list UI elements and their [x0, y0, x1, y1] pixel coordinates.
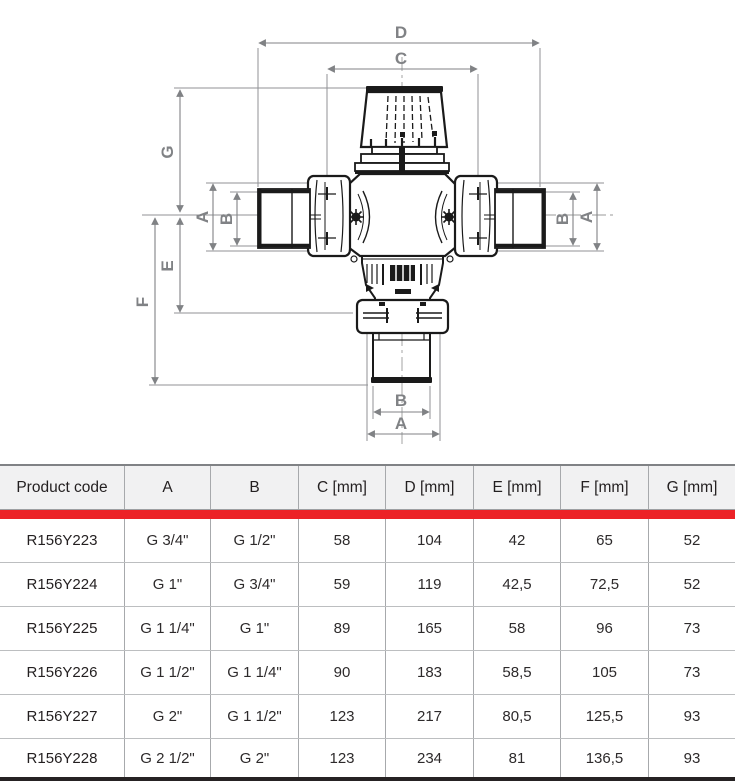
cell-g: 52 [648, 563, 735, 606]
cell-b: G 1" [210, 607, 298, 650]
cell-e: 81 [473, 739, 560, 777]
col-header-e-mm: E [mm] [473, 466, 560, 509]
table-row [0, 607, 735, 651]
cell-c: 123 [298, 695, 385, 738]
cell-b: G 3/4" [210, 563, 298, 606]
dim-label-b-right: B [553, 212, 572, 226]
cell-a: G 2" [124, 695, 210, 738]
product-code: R156Y228 [26, 749, 98, 767]
dim-label-c: C [394, 49, 408, 68]
cell-f: 96 [560, 607, 648, 650]
left-union-nut [308, 176, 350, 256]
cell-f: 72,5 [560, 563, 648, 606]
valve-outline [258, 86, 545, 383]
table-row [0, 563, 735, 607]
dim-label-e: E [158, 260, 177, 272]
cell-a: G 1" [124, 563, 210, 606]
cell-d: 119 [385, 563, 473, 606]
cell-g: 52 [648, 519, 735, 562]
right-pipe-connection [495, 189, 545, 248]
valve-body [348, 174, 457, 256]
product-code: R156Y224 [26, 576, 98, 593]
dim-label-a-bottom: A [394, 414, 408, 433]
cell-f: 125,5 [560, 695, 648, 738]
product-code: R156Y226 [26, 664, 98, 681]
cell-g: 93 [648, 739, 735, 777]
product-code: R156Y223 [26, 532, 98, 549]
cell-f: 105 [560, 651, 648, 694]
cell-f: 136,5 [560, 739, 648, 777]
cell-a: G 1 1/4" [124, 607, 210, 650]
thermostatic-knob [361, 86, 447, 147]
cell-g: 73 [648, 651, 735, 694]
table-row [0, 651, 735, 695]
cell-g: 93 [648, 695, 735, 738]
cell-e: 80,5 [473, 695, 560, 738]
cell-d: 217 [385, 695, 473, 738]
section-divider-bar [0, 777, 735, 781]
table-row [0, 519, 735, 563]
cell-e: 58 [473, 607, 560, 650]
cell-e: 58,5 [473, 651, 560, 694]
product-code: R156Y227 [26, 708, 98, 725]
cell-e: 42 [473, 519, 560, 562]
col-header-product-code: Product code [16, 478, 108, 496]
table-row [0, 695, 735, 739]
knob-collar [355, 147, 449, 173]
cell-c: 90 [298, 651, 385, 694]
cell-e: 42,5 [473, 563, 560, 606]
bottom-pipe-connection [371, 333, 432, 383]
table-header-row [0, 466, 735, 510]
cell-g: 73 [648, 607, 735, 650]
dim-label-g: G [158, 145, 177, 159]
dim-label-a-right: A [577, 210, 596, 224]
cell-b: G 1 1/2" [210, 695, 298, 738]
dim-label-b-left: B [217, 212, 236, 226]
cell-c: 123 [298, 739, 385, 777]
right-union-nut [455, 176, 497, 256]
cell-f: 65 [560, 519, 648, 562]
col-header-f-mm: F [mm] [560, 466, 648, 509]
dimensions-table [0, 464, 735, 781]
col-header-a: A [124, 466, 210, 509]
cell-c: 58 [298, 519, 385, 562]
col-header-g-mm: G [mm] [648, 466, 735, 509]
cell-a: G 1 1/2" [124, 651, 210, 694]
dim-label-a-left: A [193, 210, 212, 224]
cell-d: 165 [385, 607, 473, 650]
cell-d: 234 [385, 739, 473, 777]
cell-a: G 2 1/2" [124, 739, 210, 777]
col-header-d-mm: D [mm] [385, 466, 473, 509]
table-row [0, 739, 735, 777]
cell-b: G 1/2" [210, 519, 298, 562]
lower-body-section [351, 256, 453, 300]
cell-d: 183 [385, 651, 473, 694]
cell-a: G 3/4" [124, 519, 210, 562]
cell-d: 104 [385, 519, 473, 562]
bottom-union-nut [357, 300, 448, 333]
cell-c: 89 [298, 607, 385, 650]
col-header-c-mm: C [mm] [298, 466, 385, 509]
accent-bar [0, 510, 735, 519]
dim-label-b-bottom: B [394, 391, 408, 410]
product-code: R156Y225 [26, 620, 98, 637]
cell-b: G 1 1/4" [210, 651, 298, 694]
cell-c: 59 [298, 563, 385, 606]
col-header-b: B [210, 466, 298, 509]
dim-label-f: F [133, 296, 152, 308]
left-pipe-connection [258, 189, 310, 248]
dim-label-d: D [394, 23, 408, 42]
cell-b: G 2" [210, 739, 298, 777]
